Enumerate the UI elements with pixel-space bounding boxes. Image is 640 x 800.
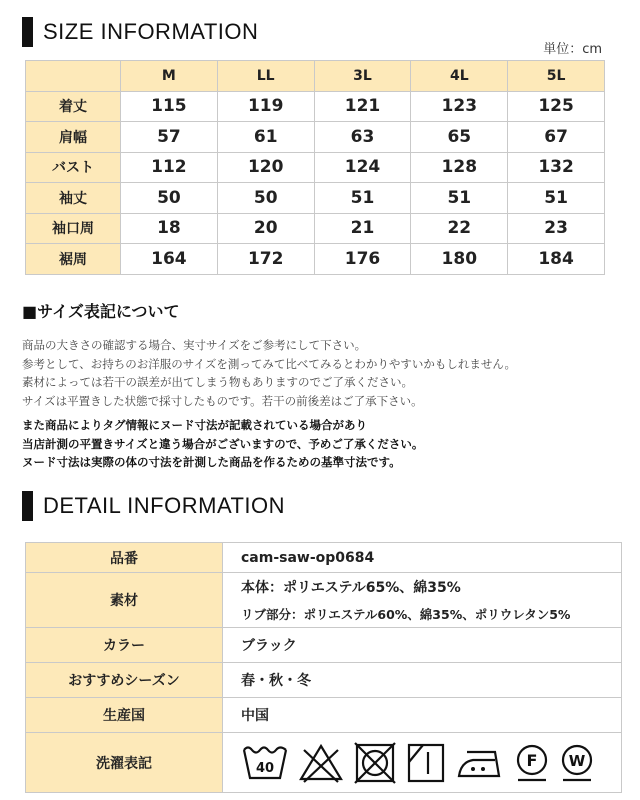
detail-section-header bbox=[22, 491, 285, 521]
table-row bbox=[26, 663, 622, 698]
care-symbols bbox=[223, 733, 622, 793]
wash-40-icon bbox=[241, 742, 289, 784]
row-label: バスト bbox=[26, 152, 121, 183]
size-value: 176 bbox=[314, 244, 411, 275]
detail-label: 生産国 bbox=[26, 698, 223, 733]
note-line: 商品の大きさの確認する場合、実寸サイズをご参考にして下さい。 bbox=[22, 338, 367, 352]
size-value: 50 bbox=[121, 183, 218, 214]
size-value: 21 bbox=[314, 213, 411, 244]
size-value: 20 bbox=[217, 213, 314, 244]
size-col-header: M bbox=[121, 61, 218, 92]
size-notes bbox=[22, 336, 516, 410]
size-value: 57 bbox=[121, 122, 218, 153]
table-row bbox=[26, 733, 622, 793]
about-size-heading: ■サイズ表記について bbox=[22, 302, 180, 321]
size-col-header: 3L bbox=[314, 61, 411, 92]
size-value: 119 bbox=[217, 91, 314, 122]
size-value: 51 bbox=[411, 183, 508, 214]
drip-dry-icon bbox=[406, 742, 446, 784]
detail-section-title: DETAIL INFORMATION bbox=[43, 493, 286, 518]
color-value: ブラック bbox=[223, 628, 622, 663]
size-value: 50 bbox=[217, 183, 314, 214]
note-line: 参考として、お持ちのお洋服のサイズを測ってみて比べてみるとわかりやすいかもしれません。 bbox=[22, 356, 517, 371]
table-row bbox=[26, 543, 622, 573]
product-number: cam-saw-op0684 bbox=[223, 543, 622, 573]
row-label: 袖口周 bbox=[26, 213, 121, 244]
detail-label: 素材 bbox=[26, 573, 223, 628]
size-value: 184 bbox=[508, 244, 605, 275]
material-rib: リブ部分：ポリエステル60%、綿35%、ポリウレタン5% bbox=[241, 607, 571, 622]
size-value: 61 bbox=[217, 122, 314, 153]
row-label: 裾周 bbox=[26, 244, 121, 275]
row-label: 着丈 bbox=[26, 91, 121, 122]
size-section-header bbox=[22, 17, 258, 47]
table-row bbox=[26, 213, 605, 244]
size-header-row bbox=[26, 61, 605, 92]
size-value: 164 bbox=[121, 244, 218, 275]
detail-label: おすすめシーズン bbox=[26, 663, 223, 698]
size-value: 112 bbox=[121, 152, 218, 183]
iron-medium-icon bbox=[455, 742, 505, 784]
table-row bbox=[26, 91, 605, 122]
table-row bbox=[26, 122, 605, 153]
material-value bbox=[223, 573, 622, 628]
size-value: 128 bbox=[411, 152, 508, 183]
note-line: ヌード寸法は実際の体の寸法を計測した商品を作るための基準寸法です。 bbox=[22, 455, 401, 469]
size-value: 120 bbox=[217, 152, 314, 183]
no-bleach-icon bbox=[298, 742, 344, 784]
size-value: 23 bbox=[508, 213, 605, 244]
size-corner-cell bbox=[26, 61, 121, 92]
detail-label: 品番 bbox=[26, 543, 223, 573]
size-value: 124 bbox=[314, 152, 411, 183]
note-line: サイズは平置きした状態で採寸したものです。若干の前後差はご了承下さい。 bbox=[22, 393, 423, 408]
size-section-title: SIZE INFORMATION bbox=[43, 19, 259, 44]
size-col-header: LL bbox=[217, 61, 314, 92]
table-row bbox=[26, 698, 622, 733]
unit-label: 単位：cm bbox=[543, 42, 602, 57]
size-value: 51 bbox=[314, 183, 411, 214]
nude-size-notes bbox=[22, 416, 423, 472]
size-value: 132 bbox=[508, 152, 605, 183]
detail-label: 洗濯表記 bbox=[26, 733, 223, 793]
dry-clean-letter: F bbox=[526, 750, 538, 770]
table-row bbox=[26, 628, 622, 663]
detail-table bbox=[25, 542, 622, 793]
season-value: 春・秋・冬 bbox=[223, 663, 622, 698]
size-value: 121 bbox=[314, 91, 411, 122]
row-label: 肩幅 bbox=[26, 122, 121, 153]
size-value: 65 bbox=[411, 122, 508, 153]
size-col-header: 4L bbox=[411, 61, 508, 92]
size-value: 63 bbox=[314, 122, 411, 153]
section-marker bbox=[22, 491, 33, 521]
wet-clean-letter: W bbox=[568, 751, 586, 770]
material-main: 本体：ポリエステル65%、綿35% bbox=[241, 580, 461, 596]
table-row bbox=[26, 183, 605, 214]
size-col-header: 5L bbox=[508, 61, 605, 92]
size-value: 67 bbox=[508, 122, 605, 153]
size-value: 18 bbox=[121, 213, 218, 244]
size-value: 125 bbox=[508, 91, 605, 122]
table-row bbox=[26, 152, 605, 183]
note-line: また商品によりタグ情報にヌード寸法が記載されている場合があり bbox=[22, 418, 367, 432]
size-value: 115 bbox=[121, 91, 218, 122]
size-value: 123 bbox=[411, 91, 508, 122]
size-value: 22 bbox=[411, 213, 508, 244]
size-value: 180 bbox=[411, 244, 508, 275]
note-line: 当店計測の平置きサイズと違う場合がございますので、予めご了承ください。 bbox=[22, 436, 424, 451]
wash-temp-label: 40 bbox=[255, 760, 275, 776]
size-value: 51 bbox=[508, 183, 605, 214]
note-line: 素材によっては若干の誤差が出てしまう物もありますのでご了承ください。 bbox=[22, 375, 413, 389]
section-marker bbox=[22, 17, 33, 47]
origin-value: 中国 bbox=[223, 698, 622, 733]
table-row bbox=[26, 573, 622, 628]
size-value: 172 bbox=[217, 244, 314, 275]
table-row bbox=[26, 244, 605, 275]
detail-label: カラー bbox=[26, 628, 223, 663]
no-tumble-dry-icon bbox=[353, 742, 397, 784]
row-label: 袖丈 bbox=[26, 183, 121, 214]
dry-clean-f-icon bbox=[514, 742, 550, 784]
size-table bbox=[25, 60, 605, 275]
wet-clean-w-icon bbox=[559, 742, 595, 784]
